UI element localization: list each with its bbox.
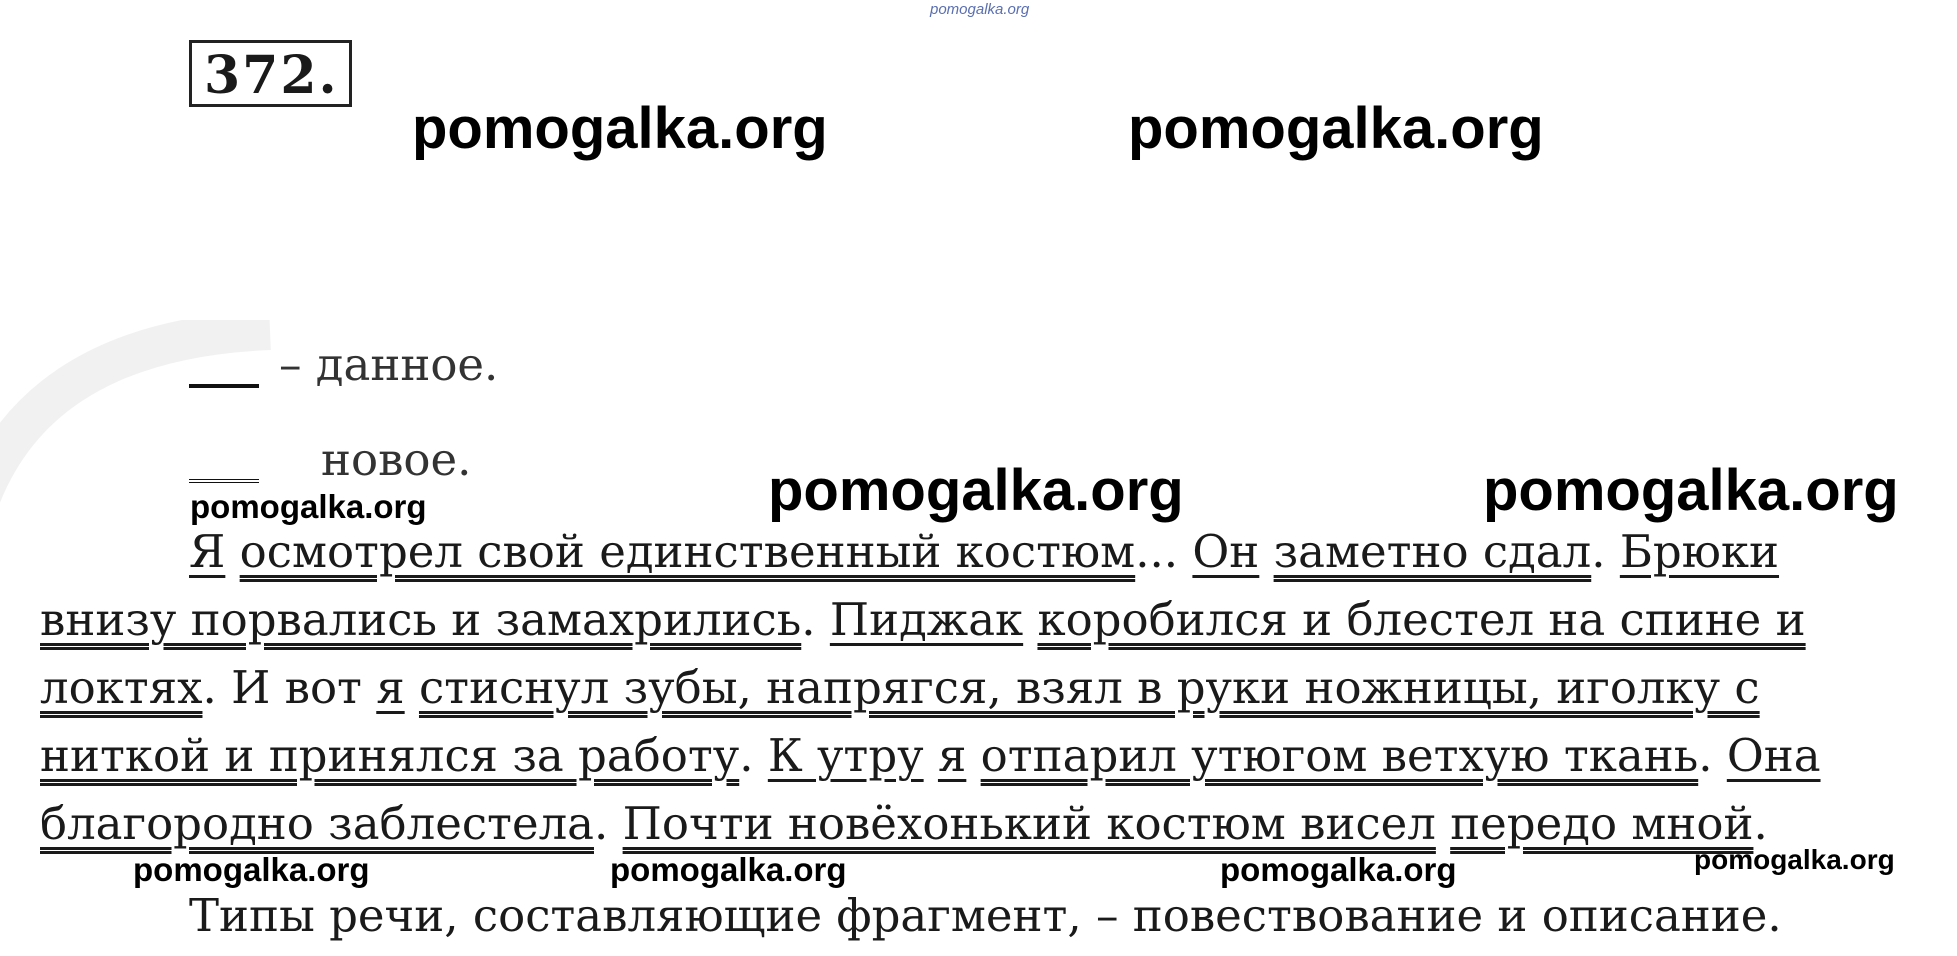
subject-pidzhak: Пиджак	[829, 593, 1024, 646]
watermark-9: pomogalka.org	[1694, 844, 1895, 875]
passage-line-5	[40, 797, 1768, 850]
punct: .	[739, 729, 768, 782]
punct: .	[1591, 525, 1620, 578]
punct: . И вот	[202, 661, 377, 714]
punct: ...	[1135, 525, 1193, 578]
passage-line-1	[189, 525, 1780, 578]
subject-ona: Она	[1726, 729, 1821, 782]
task-number: 372.	[189, 40, 352, 107]
space	[966, 729, 980, 782]
punct: .	[594, 797, 623, 850]
predicate-osmotrel: осмотрел свой единственный костюм	[239, 525, 1136, 578]
passage-line-4	[40, 729, 1821, 782]
passage-line-2	[40, 593, 1806, 646]
watermark-7: pomogalka.org	[610, 851, 847, 888]
predicate-zablestela: благородно заблестела	[40, 797, 594, 850]
space	[1259, 525, 1273, 578]
adverbial-peredo-mnoi: передо мной	[1450, 797, 1754, 850]
punct: .	[801, 593, 830, 646]
punct: .	[1698, 729, 1727, 782]
predicate-otparil: отпарил утюгом ветхую ткань	[980, 729, 1699, 782]
space	[405, 661, 419, 714]
double-underline-sample	[189, 473, 259, 483]
watermark-4: pomogalka.org	[768, 458, 1184, 523]
predicate-loktyakh: локтях	[40, 661, 203, 714]
passage-line-3	[40, 661, 1760, 714]
legend-new-label: новое.	[321, 433, 472, 486]
subject-ya: я	[937, 729, 967, 782]
watermark-6: pomogalka.org	[133, 851, 370, 888]
predicate-sdal: заметно сдал	[1273, 525, 1592, 578]
predicate-stisnul: стиснул зубы, напрягся, взял в руки ножницы, иголку с	[418, 661, 1760, 714]
predicate-porvalis: внизу порвались и замахрились	[40, 593, 802, 646]
space	[1436, 797, 1450, 850]
watermark-2: pomogalka.org	[1128, 96, 1544, 161]
predicate-nitkoi: ниткой и принялся за работу	[40, 729, 740, 782]
subject-on: Он	[1192, 525, 1260, 578]
legend-given	[189, 338, 499, 391]
watermark-1: pomogalka.org	[412, 96, 828, 161]
punct: .	[1753, 797, 1768, 850]
watermark-5: pomogalka.org	[1483, 458, 1899, 523]
conclusion-text: Типы речи, составляющие фрагмент, – повествование и описание.	[189, 889, 1782, 942]
legend-given-label: – данное.	[279, 338, 499, 391]
watermark-top-small: pomogalka.org	[930, 1, 1030, 18]
predicate-visel: Почти новёхонький костюм висел	[622, 797, 1436, 850]
subject-ya: Я	[189, 525, 226, 578]
space	[1023, 593, 1037, 646]
subject-bryuki: Брюки	[1619, 525, 1780, 578]
adverbial-k-utru: К утру	[767, 729, 924, 782]
subject-ya: я	[376, 661, 405, 714]
single-underline-sample	[189, 374, 259, 388]
space	[924, 729, 938, 782]
watermark-8: pomogalka.org	[1220, 851, 1457, 888]
legend-new	[189, 433, 472, 486]
predicate-korobilsya: коробился и блестел на спине и	[1037, 593, 1806, 646]
watermark-3: pomogalka.org	[190, 488, 427, 525]
